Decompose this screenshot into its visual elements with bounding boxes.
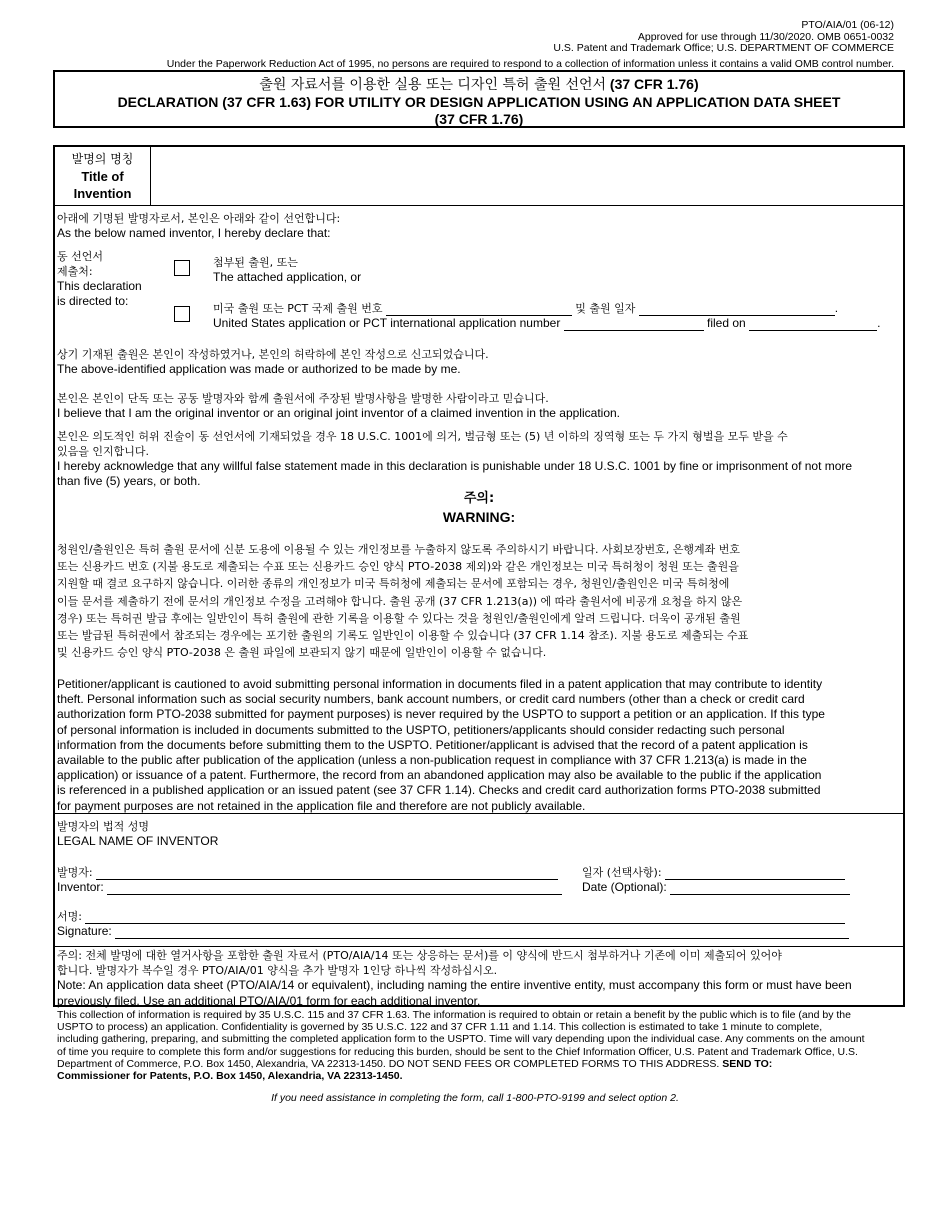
- footer-line: This collection of information is required by 35 U.S.C. 115 and 37 CFR 1.63. The information is required to obtain or retain a benefit by the public which is to file (and by the: [57, 1009, 851, 1021]
- signature-label-korean: 서명:: [57, 910, 82, 923]
- approval-notice: Approved for use through 11/30/2020. OMB 0651-0032: [637, 30, 894, 43]
- option2-english-filed: filed on: [707, 316, 746, 330]
- note-english2: previously filed. Use an additional PTO/AIA/01 form for each additional inventor.: [57, 993, 481, 1008]
- invention-title-row: [55, 147, 903, 206]
- agency-name: U.S. Patent and Trademark Office; U.S. DEPARTMENT OF COMMERCE: [553, 42, 894, 55]
- option1-korean: 첨부된 출원, 또는: [213, 256, 298, 269]
- divider: [55, 813, 903, 814]
- statement2-korean: 본인은 본인이 단독 또는 공동 발명자와 함께 출원서에 주장된 발명사항을 발명한 사람이라고 믿습니다.: [57, 392, 549, 405]
- footer-line: including gathering, preparing, and submitting the completed application form to the USPTO. Time will vary depending upon the individual case. Any comments on the amount: [57, 1033, 865, 1046]
- date-label-english: Date (Optional):: [582, 880, 667, 894]
- warning-ko-line: 청원인/출원인은 특허 출원 문서에 신분 도용에 이용될 수 있는 개인정보를 누출하지 않도록 주의하시기 바랍니다. 사회보장번호, 은행계좌 번호: [57, 543, 740, 556]
- warning-en-line: application) or issuance of a patent. Furthermore, the record from an abandoned application may also be available to the public if the application: [57, 768, 822, 783]
- directed-label: [57, 249, 157, 309]
- warning-en-line: for payment purposes are not retained in the application file and therefore are not publicly available.: [57, 798, 586, 813]
- warning-en-line: is referenced in a published application or an issued patent (see 37 CFR 1.14). Checks and credit card authorization forms PTO-2038 submitted: [57, 783, 821, 798]
- statement1-english: The above-identified application was made or authorized to be made by me.: [57, 362, 461, 376]
- warning-ko-line: 또는 발급된 특허권에서 참조되는 경우에는 포기한 출원의 기록도 일반인이 이용할 수 있습니다 (37 CFR 1.14 참조). 지불 용도로 제출되는 수표: [57, 629, 749, 643]
- legal-name-heading: [57, 819, 218, 849]
- burden-statement: [57, 1009, 897, 1082]
- inventor-label-korean: 발명자:: [57, 866, 93, 879]
- footer-line: of time you require to complete this form and/or suggestions for reducing this burden, should be sent to the Chief Information Officer, U.S. Patent and Trademark Office, U.S.: [57, 1045, 858, 1058]
- date-input[interactable]: [670, 894, 850, 895]
- divider: [55, 946, 903, 947]
- option2-english: United States application or PCT international application number: [213, 316, 561, 330]
- declare-english: As the below named inventor, I hereby declare that:: [57, 226, 331, 240]
- declare-statement: [57, 211, 340, 241]
- option2-korean-filed: 및 출원 일자: [575, 302, 636, 315]
- warning-ko-line: 지원할 때 결코 요구하지 않습니다. 이러한 종류의 개인정보가 미국 특허청에 제출되는 문서에 포함되는 경우, 청원인/출원인은 미국 특허청에: [57, 577, 730, 591]
- note-english1: Note: An application data sheet (PTO/AIA/14 or equivalent), including naming the entire inventive entity, must accompany this form or must have been: [57, 978, 852, 993]
- warning-en-line: available to the public after publication of the application (unless a non-publication request in compliance with 37 CFR 1.213(a) is made in the: [57, 753, 807, 768]
- option2-korean: 미국 출원 또는 PCT 국제 출원 번호: [213, 302, 383, 315]
- inventor-field: [57, 865, 577, 895]
- paperwork-notice: Under the Paperwork Reduction Act of 1995, no persons are required to respond to a collection of information unless it contains a valid OMB control number.: [166, 58, 894, 70]
- send-to-address: Commissioner for Patents, P.O. Box 1450, Alexandria, VA 22313-1450.: [57, 1070, 403, 1083]
- option-attached-application: [213, 255, 361, 285]
- note-korean1: 주의: 전체 발명에 대한 열거사항을 포함한 출원 자료서 (PTO/AIA/14 또는 상응하는 문서)를 이 양식에 반드시 첨부하거나 기존에 이미 제출되어 있어야: [57, 949, 782, 962]
- warning-ko-line: 및 신용카드 승인 양식 PTO-2038 은 출원 파일에 보관되지 않기 때문에 일반인이 이용할 수 없습니다.: [57, 646, 547, 660]
- footer-line: USPTO to process) an application. Confidentiality is governed by 35 U.S.C. 122 and 37 CFR 1.11 and 1.14. This collection is estimated to take 1 minute to complete,: [57, 1021, 823, 1034]
- warning-en-line: Petitioner/applicant is cautioned to avoid submitting personal information in documents filed in a patent application that may contribute to identity: [57, 677, 823, 691]
- warning-english-paragraph: [57, 677, 905, 814]
- statement2-english: I believe that I am the original inventor or an original joint inventor of a claimed invention in the application.: [57, 406, 620, 420]
- filed-date-line[interactable]: [749, 330, 877, 331]
- application-number-line[interactable]: [564, 330, 704, 331]
- statement-original-inventor: [57, 391, 902, 421]
- date-field: [582, 865, 882, 895]
- warning-ko-line: 경우) 또는 특허권 발급 후에는 일반인이 특허 출원에 관한 기록을 이용할 수 있다는 것을 청원인/출원인에게 알려 드립니다. 더욱이 공개된 출원: [57, 611, 741, 625]
- declare-korean: 아래에 기명된 발명자로서, 본인은 아래와 같이 선언합니다:: [57, 212, 341, 225]
- legal-name-korean: 발명자의 법적 성명: [57, 820, 150, 833]
- directed-label-en1: This declaration: [57, 279, 142, 293]
- directed-label-ko1: 동 선언서: [57, 250, 104, 263]
- warning-en-line: authorization form PTO-2038 submitted for payment purposes) is never required by the USPTO to support a petition or an application. If this type: [57, 707, 825, 722]
- note-section: [57, 948, 905, 1009]
- invention-title-input[interactable]: [155, 151, 900, 201]
- attached-application-checkbox[interactable]: [174, 260, 190, 276]
- note-korean2: 합니다. 발명자가 복수일 경우 PTO/AIA/01 양식을 추가 발명자 1인당 하나씩 작성하십시오.: [57, 964, 498, 978]
- warning-en-line: theft. Personal information such as social security numbers, bank account numbers, or credit card numbers (other than a check or credit card: [57, 692, 805, 707]
- statement3-english1: I hereby acknowledge that any willful false statement made in this declaration is punishable under 18 U.S.C. 1001 by fine or imprisonment of not more: [57, 459, 853, 473]
- send-to-label: SEND TO:: [722, 1057, 773, 1070]
- statement3-english2: than five (5) years, or both.: [57, 474, 201, 488]
- declaration-form: [53, 145, 905, 1007]
- statement3-korean1: 본인은 의도적인 허위 진술이 동 선언서에 기재되었을 경우 18 U.S.C. 1001에 의거, 벌금형 또는 (5) 년 이하의 징역형 또는 두 가지 형벌을 모두 받을 수: [57, 430, 788, 443]
- directed-label-ko2: 제출처:: [57, 265, 93, 278]
- title-english-ref: (37 CFR 1.76): [434, 111, 524, 127]
- option-us-pct-application: 미국 출원 또는 PCT 국제 출원 번호 및 출원 일자 . United States application or PCT international application number filed on .: [213, 301, 881, 330]
- title-korean-ref: (37 CFR 1.76): [609, 76, 699, 92]
- statement1-korean: 상기 기재된 출원은 본인이 작성하였거나, 본인의 허락하에 본인 작성으로 신고되었습니다.: [57, 348, 489, 361]
- warning-en-line: information from the documents before submitting them to the USPTO. Petitioner/applicant is advised that the record of a patent application is: [57, 737, 808, 752]
- directed-label-en2: is directed to:: [57, 294, 129, 308]
- warning-english: WARNING:: [442, 509, 516, 525]
- warning-heading: [55, 490, 903, 526]
- form-header: [553, 20, 894, 55]
- signature-label-english: Signature:: [57, 924, 112, 938]
- invention-label-korean: 발명의 명칭: [71, 152, 134, 166]
- form-title: [53, 70, 905, 128]
- invention-title-label: [55, 147, 151, 205]
- assistance-note: If you need assistance in completing the form, call 1-800-PTO-9199 and select option 2.: [271, 1092, 679, 1104]
- statement-false-statement: [57, 429, 902, 489]
- date-label-korean: 일자 (선택사항):: [582, 866, 662, 879]
- warning-korean: 주의:: [463, 491, 495, 506]
- title-english: DECLARATION (37 CFR 1.63) FOR UTILITY OR DESIGN APPLICATION USING AN APPLICATION DATA SHEET: [117, 94, 841, 110]
- warning-en-line: of personal information is included in documents submitted to the USPTO, petitioners/applicants should consider redacting such personal: [57, 722, 785, 737]
- footer-last-line: Department of Commerce, P.O. Box 1450, Alexandria, VA 22313-1450. DO NOT SEND FEES OR COMPLETED FORMS TO THIS ADDRESS.: [57, 1057, 720, 1070]
- us-pct-application-checkbox[interactable]: [174, 306, 190, 322]
- warning-korean-paragraph: [57, 541, 905, 661]
- form-id: PTO/AIA/01 (06-12): [801, 19, 894, 31]
- title-korean: 출원 자료서를 이용한 실용 또는 디자인 특허 출원 선언서: [259, 77, 607, 93]
- option1-english: The attached application, or: [213, 270, 362, 284]
- invention-label-en1: Title of: [81, 169, 124, 184]
- statement3-korean2: 있음을 인지합니다.: [57, 445, 150, 458]
- statement-made-by-me: [57, 347, 902, 377]
- legal-name-english: LEGAL NAME OF INVENTOR: [57, 834, 219, 848]
- invention-label-en2: Invention: [73, 186, 132, 201]
- warning-ko-line: 이들 문서를 제출하기 전에 문서의 개인정보 수정을 고려해야 합니다. 출원 공개 (37 CFR 1.213(a)) 에 따라 출원서에 비공개 요청을 하지 않은: [57, 594, 743, 608]
- signature-input[interactable]: [115, 938, 849, 939]
- inventor-label-english: Inventor:: [57, 880, 104, 894]
- warning-ko-line: 또는 신용카드 번호 (지불 용도로 제출되는 수표 또는 신용카드 승인 양식 PTO-2038 제외)와 같은 개인정보는 미국 특허청이 청원 또는 출원을: [57, 560, 739, 574]
- inventor-name-input[interactable]: [107, 894, 562, 895]
- signature-field: [57, 909, 857, 939]
